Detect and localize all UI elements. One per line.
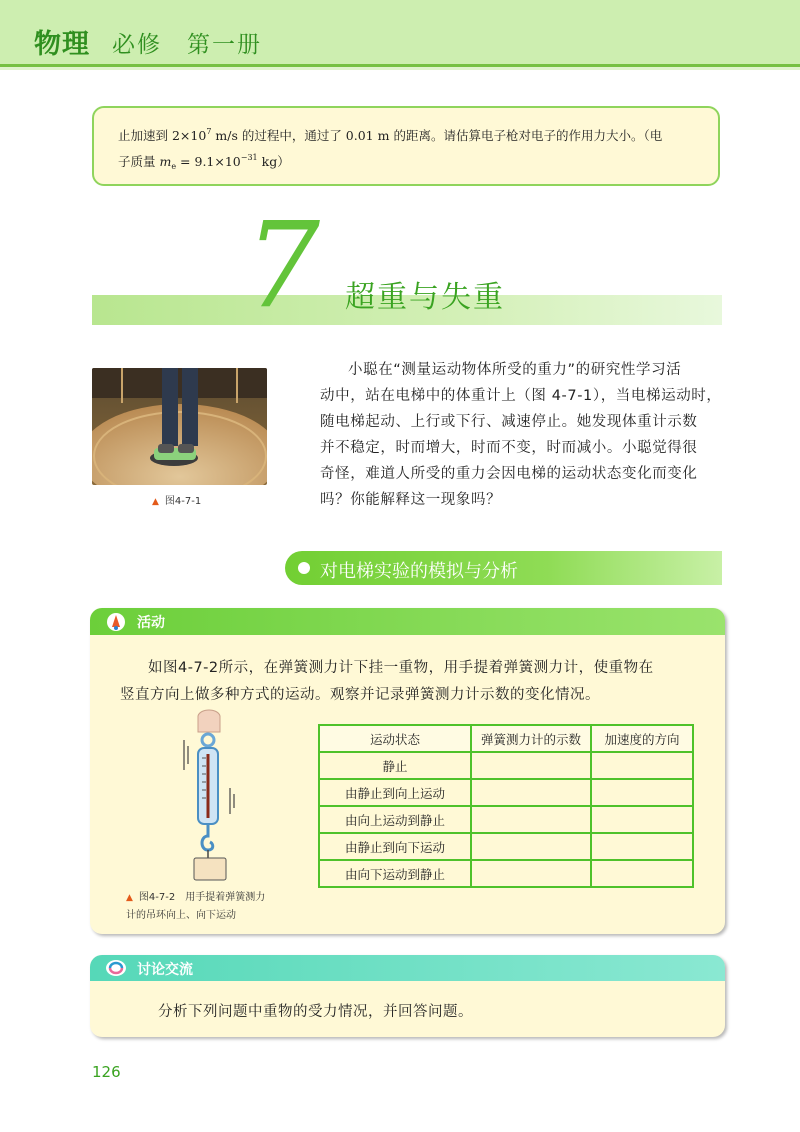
exercise-line-2: 子质量 $m_e = 9.1\times 10^{-31}$ kg） (118, 153, 290, 171)
table-cell-acceleration[interactable] (591, 752, 693, 779)
caption-triangle-icon: ▲ (126, 893, 133, 903)
table-header-row (319, 725, 693, 752)
exercise-line-1: 止加速到 $2\times 10^7$ m/s 的过程中，通过了 0.01 m 的距离。请估算电子枪对电子的作用力大小。（电 (118, 127, 663, 143)
activity-text-line-1: 如图4-7-2所示，在弹簧测力计下挂一重物，用手提着弹簧测力计，使重物在 (148, 660, 654, 676)
bullet-dot-icon (298, 562, 310, 574)
table-cell-state: 由向上运动到静止 (319, 806, 471, 833)
discussion-icon (104, 958, 128, 978)
table-row (319, 806, 693, 833)
exercise-box (92, 106, 720, 186)
table-cell-acceleration[interactable] (591, 806, 693, 833)
subsection-title: 对电梯实验的模拟与分析 (320, 561, 518, 582)
figure-4-7-1-caption: ▲ 图4-7-1 (152, 496, 202, 507)
caption-triangle-icon: ▲ (152, 497, 159, 507)
section-number: 7 (245, 196, 321, 334)
table-cell-reading[interactable] (471, 806, 591, 833)
intro-line-5: 奇怪，难道人所受的重力会因电梯的运动状态变化而变化 (320, 466, 698, 482)
table-row (319, 752, 693, 779)
discussion-title: 讨论交流 (137, 962, 193, 978)
observation-table (318, 724, 694, 888)
book-title: 物理 (34, 29, 90, 60)
section-title: 超重与失重 (345, 280, 505, 315)
intro-line-4: 并不稳定，时而增大，时而不变，时而减小。小聪觉得很 (320, 440, 698, 456)
activity-header (90, 608, 725, 635)
table-row (319, 779, 693, 806)
table-cell-acceleration[interactable] (591, 833, 693, 860)
discussion-text: 分析下列问题中重物的受力情况，并回答问题。 (158, 1004, 473, 1020)
discussion-panel (90, 955, 725, 1037)
figure-4-7-2-caption-2: 计的吊环向上、向下运动 (126, 910, 236, 921)
header-rule-shadow (0, 67, 800, 70)
table-header-cell: 运动状态 (319, 725, 471, 752)
table-cell-state: 由向下运动到静止 (319, 860, 471, 887)
table-header-cell: 弹簧测力计的示数 (471, 725, 591, 752)
elevator-photo (92, 368, 267, 485)
table-cell-state: 静止 (319, 752, 471, 779)
page-number: 126 (92, 1063, 121, 1081)
table-cell-reading[interactable] (471, 833, 591, 860)
intro-line-6: 吗？你能解释这一现象吗？ (320, 492, 502, 508)
table-row (319, 833, 693, 860)
table-cell-state: 由静止到向上运动 (319, 779, 471, 806)
table-cell-state: 由静止到向下运动 (319, 833, 471, 860)
table-cell-reading[interactable] (471, 779, 591, 806)
figure-4-7-2-caption-1: ▲ 图4-7-2 用手提着弹簧测力 (126, 892, 266, 903)
activity-icon (104, 611, 128, 633)
table-cell-acceleration[interactable] (591, 860, 693, 887)
table-cell-acceleration[interactable] (591, 779, 693, 806)
activity-title: 活动 (137, 615, 165, 631)
spring-scale-illustration (170, 708, 260, 888)
table-cell-reading[interactable] (471, 752, 591, 779)
table-header-cell: 加速度的方向 (591, 725, 693, 752)
intro-line-1: 小聪在“测量运动物体所受的重力”的研究性学习活 (348, 362, 682, 378)
intro-line-2: 动中，站在电梯中的体重计上（图 4-7-1），当电梯运动时， (320, 388, 722, 404)
book-subtitle: 必修 第一册 (112, 32, 262, 58)
table-cell-reading[interactable] (471, 860, 591, 887)
activity-panel (90, 608, 725, 934)
intro-line-3: 随电梯起动、上行或下行、减速停止。她发现体重计示数 (320, 414, 698, 430)
activity-text-line-2: 竖直方向上做多种方式的运动。观察并记录弹簧测力计示数的变化情况。 (120, 687, 600, 703)
table-row (319, 860, 693, 887)
